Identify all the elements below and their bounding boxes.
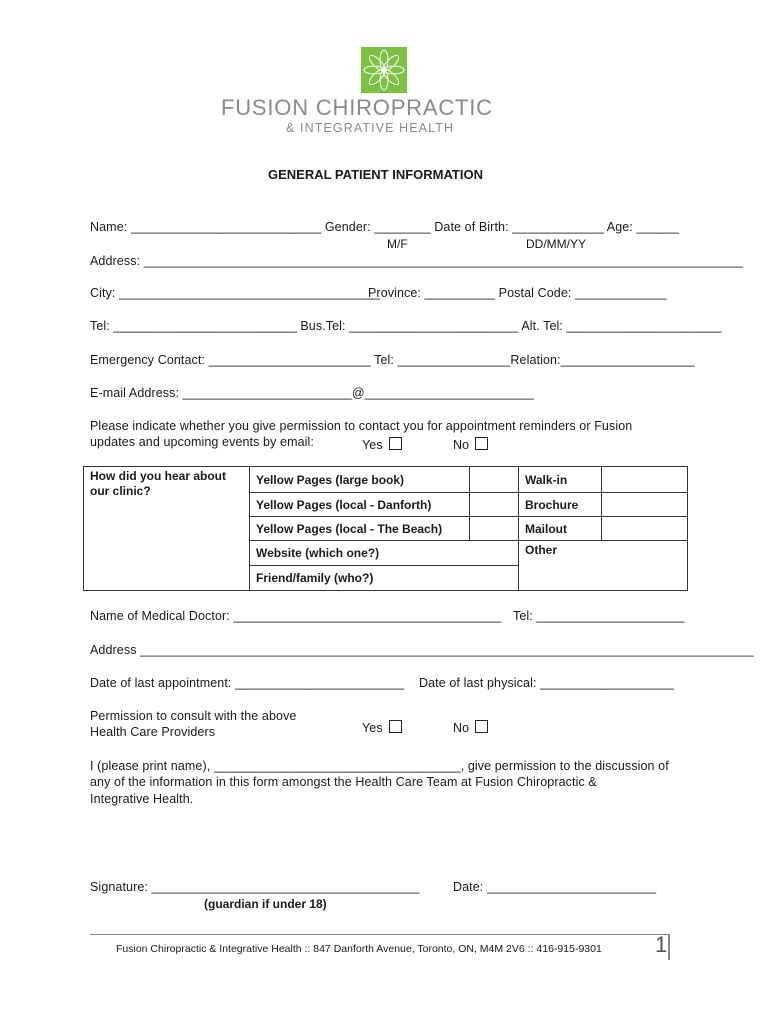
no-label: No <box>453 438 470 452</box>
yes-label: Yes <box>362 438 383 452</box>
doctor-name-line[interactable]: Name of Medical Doctor: ______________________________________ <box>90 609 502 623</box>
email-permission-no[interactable] <box>453 437 488 452</box>
dob-hint: DD/MM/YY <box>526 237 586 251</box>
consult-no[interactable] <box>453 720 488 735</box>
city-line[interactable]: City: _____________________________________ <box>90 286 380 300</box>
brand-subtitle: & INTEGRATIVE HEALTH <box>286 121 455 135</box>
consult-text-1: Permission to consult with the above <box>90 709 297 723</box>
no-label: No <box>453 721 470 735</box>
form-title: GENERAL PATIENT INFORMATION <box>268 167 483 182</box>
tel-line[interactable]: Tel: __________________________ Bus.Tel: ________________________ Alt. Tel: ______________________ <box>90 319 722 333</box>
gender-hint: M/F <box>387 237 408 251</box>
brand-name: FUSION CHIROPRACTIC <box>221 95 493 120</box>
option-friend[interactable]: Friend/family (who?) <box>250 566 519 591</box>
consult-text-2: Health Care Providers <box>90 725 216 739</box>
permission-text-1: Please indicate whether you give permission to contact you for appointment reminders or Fusion <box>90 419 633 433</box>
consult-yes[interactable] <box>362 720 402 735</box>
doctor-address-line[interactable]: Address _______________________________________________________________________________________ <box>90 643 754 657</box>
signature-line[interactable]: Signature: ______________________________________ <box>90 880 420 894</box>
email-permission-yes[interactable] <box>362 437 402 452</box>
doctor-tel-line[interactable]: Tel: _____________________ <box>513 609 685 623</box>
option-brochure: Brochure <box>519 493 602 517</box>
logo <box>361 47 407 93</box>
option-yellow-beach: Yellow Pages (local - The Beach) <box>250 517 470 541</box>
last-appointment-line[interactable]: Date of last appointment: ________________________ <box>90 676 405 690</box>
option-yellow-large: Yellow Pages (large book) <box>250 467 470 493</box>
checkbox-brochure[interactable] <box>602 493 688 517</box>
checkbox-yellow-large[interactable] <box>470 467 519 493</box>
footer-divider <box>90 934 670 935</box>
address-line[interactable]: Address: _____________________________________________________________________________________ <box>90 254 744 268</box>
page-number-divider <box>668 934 670 960</box>
guardian-note: (guardian if under 18) <box>204 897 327 911</box>
province-postal-line[interactable]: Province: __________ Postal Code: _____________ <box>368 286 667 300</box>
checkbox-mailout[interactable] <box>602 517 688 541</box>
option-other[interactable]: Other <box>519 541 688 591</box>
no-checkbox[interactable] <box>475 720 488 733</box>
date-line[interactable]: Date: ________________________ <box>453 880 657 894</box>
checkbox-yellow-danforth[interactable] <box>470 493 519 517</box>
email-line[interactable]: E-mail Address: ________________________@________________________ <box>90 386 534 400</box>
checkbox-walkin[interactable] <box>602 467 688 493</box>
flower-logo-icon <box>361 47 407 93</box>
consent-line-3: Integrative Health. <box>90 792 194 806</box>
option-walkin: Walk-in <box>519 467 602 493</box>
option-mailout: Mailout <box>519 517 602 541</box>
option-website[interactable]: Website (which one?) <box>250 541 519 566</box>
yes-checkbox[interactable] <box>389 720 402 733</box>
consent-line-2: any of the information in this form amongst the Health Care Team at Fusion Chiropractic & <box>90 775 597 789</box>
last-physical-line[interactable]: Date of last physical: ___________________ <box>419 676 675 690</box>
name-line[interactable]: Name: ___________________________ Gender: ________ Date of Birth: _____________ Age: ______ <box>90 220 679 234</box>
no-checkbox[interactable] <box>475 437 488 450</box>
yes-checkbox[interactable] <box>389 437 402 450</box>
checkbox-yellow-beach[interactable] <box>470 517 519 541</box>
referral-table <box>83 466 688 591</box>
emergency-contact-line[interactable]: Emergency Contact: _______________________ Tel: ________________Relation:___________________ <box>90 353 695 367</box>
permission-text-2: updates and upcoming events by email: <box>90 435 314 449</box>
footer-text: Fusion Chiropractic & Integrative Health :: 847 Danforth Avenue, Toronto, ON, M4M 2V6 :: 416-915-9301 <box>116 943 602 955</box>
yes-label: Yes <box>362 721 383 735</box>
option-yellow-danforth: Yellow Pages (local - Danforth) <box>250 493 470 517</box>
consent-line-1[interactable]: I (please print name), ___________________________________, give permission to the discussion of <box>90 759 669 773</box>
page-number: 1 <box>655 932 668 957</box>
referral-question: How did you hear about our clinic? <box>84 467 250 591</box>
